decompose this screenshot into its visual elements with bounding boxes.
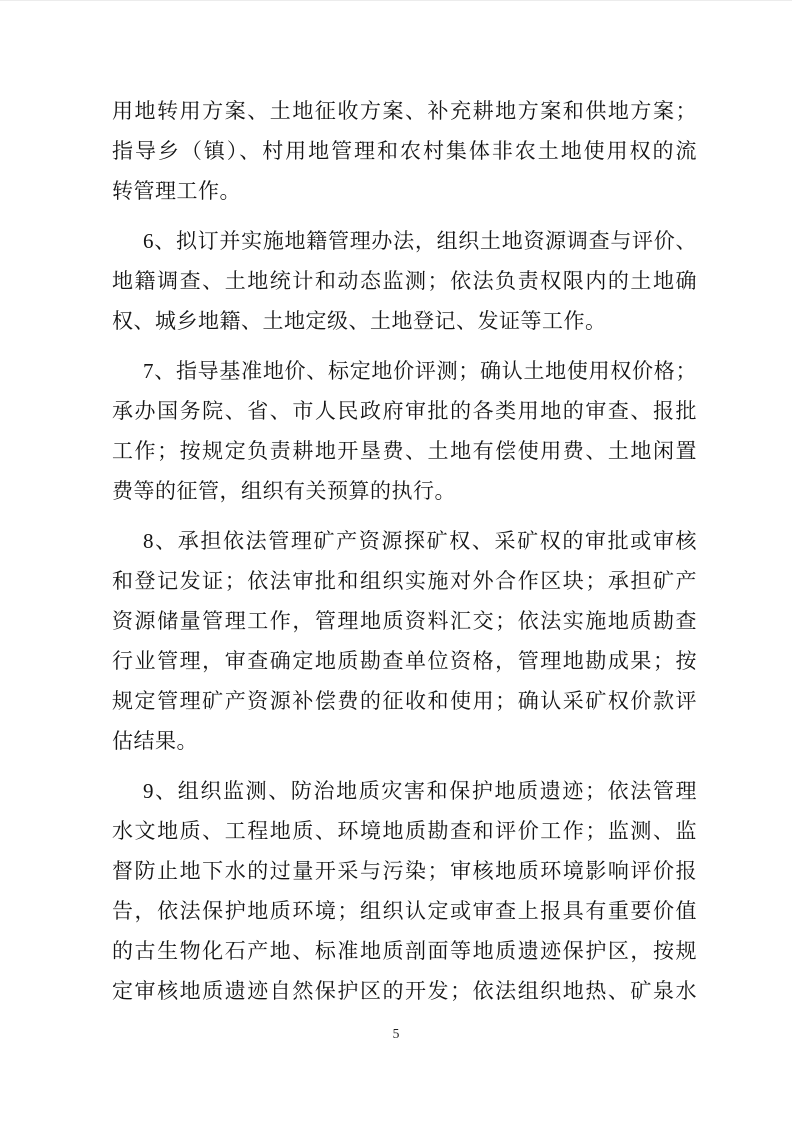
document-body	[112, 91, 697, 1011]
paragraph-continuation	[112, 91, 697, 211]
text-line: 和登记发证；依法审批和组织实施对外合作区块；承担矿产	[112, 569, 697, 593]
text-line: 地籍调查、土地统计和动态监测；依法负责权限内的土地确	[112, 269, 697, 293]
text-line: 指导乡（镇）、村用地管理和农村集体非农土地使用权的流	[112, 139, 697, 163]
text-line: 定审核地质遗迹自然保护区的开发；依法组织地热、矿泉水	[112, 979, 697, 1003]
text-line: 规定管理矿产资源补偿费的征收和使用；确认采矿权价款评	[112, 689, 697, 713]
text-line: 费等的征管，组织有关预算的执行。	[112, 479, 456, 503]
text-line: 行业管理，审查确定地质勘查单位资格，管理地勘成果；按	[112, 649, 697, 673]
paragraph-item-7	[112, 351, 697, 511]
paragraph-item-9	[112, 771, 697, 1011]
text-line: 8、承担依法管理矿产资源探矿权、采矿权的审批或审核	[143, 529, 697, 553]
text-line: 督防止地下水的过量开采与污染；审核地质环境影响评价报	[112, 859, 697, 883]
paragraph-item-8	[112, 521, 697, 761]
text-line: 资源储量管理工作，管理地质资料汇交；依法实施地质勘查	[112, 609, 697, 633]
text-line: 6、拟订并实施地籍管理办法，组织土地资源调查与评价、	[143, 229, 697, 253]
text-line: 告，依法保护地质环境；组织认定或审查上报具有重要价值	[112, 899, 697, 923]
text-line: 权、城乡地籍、土地定级、土地登记、发证等工作。	[112, 309, 607, 333]
text-line: 转管理工作。	[112, 179, 241, 203]
text-line: 工作；按规定负责耕地开垦费、土地有偿使用费、土地闲置	[112, 439, 697, 463]
text-line: 7、指导基准地价、标定地价评测；确认土地使用权价格；	[143, 359, 697, 383]
text-line: 用地转用方案、土地征收方案、补充耕地方案和供地方案；	[112, 99, 697, 123]
page-number: 5	[392, 1026, 400, 1041]
text-line: 9、组织监测、防治地质灾害和保护地质遗迹；依法管理	[143, 779, 697, 803]
text-line: 水文地质、工程地质、环境地质勘查和评价工作；监测、监	[112, 819, 697, 843]
paragraph-item-6	[112, 221, 697, 341]
text-line: 估结果。	[112, 729, 198, 753]
text-line: 的古生物化石产地、标准地质剖面等地质遗迹保护区，按规	[112, 939, 697, 963]
text-line: 承办国务院、省、市人民政府审批的各类用地的审查、报批	[112, 399, 697, 423]
